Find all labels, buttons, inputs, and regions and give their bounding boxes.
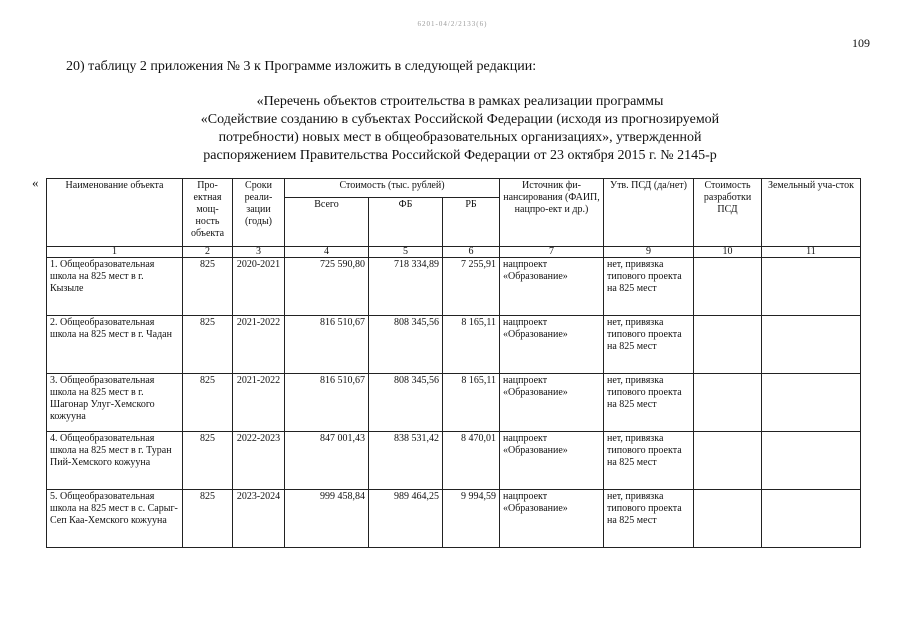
cost-rb: 8 470,01 bbox=[443, 432, 500, 490]
column-index-row bbox=[47, 247, 861, 258]
cost-fb: 808 345,56 bbox=[369, 316, 443, 374]
column-index: 5 bbox=[369, 247, 443, 258]
header-cost: Стоимость (тыс. рублей) bbox=[285, 179, 500, 198]
objects-table bbox=[46, 178, 861, 548]
heading-line: «Содействие созданию в субъектах Российской Федерации (исходя из прогнозируемой bbox=[200, 112, 720, 127]
object-capacity: 825 bbox=[183, 258, 233, 316]
heading-line: распоряжением Правительства Российской Федерации от 23 октября 2015 г. № 2145-р bbox=[203, 148, 717, 163]
intro-paragraph: 20) таблицу 2 приложения № 3 к Программе изложить в следующей редакции: bbox=[66, 59, 537, 74]
object-name: 4. Общеобразовательная школа на 825 мест в г. Туран Пий-Хемского кожууна bbox=[47, 432, 183, 490]
funding-source: нацпроект «Образование» bbox=[500, 316, 604, 374]
funding-source: нацпроект «Образование» bbox=[500, 374, 604, 432]
object-capacity: 825 bbox=[183, 316, 233, 374]
cost-fb: 718 334,89 bbox=[369, 258, 443, 316]
psd-status: нет, привязка типового проекта на 825 мест bbox=[604, 490, 694, 548]
cost-rb: 8 165,11 bbox=[443, 316, 500, 374]
header-capacity: Про-ектная мощ-ность объекта bbox=[183, 179, 233, 247]
object-years: 2021-2022 bbox=[233, 316, 285, 374]
object-years: 2020-2021 bbox=[233, 258, 285, 316]
psd-cost bbox=[694, 432, 762, 490]
table-row bbox=[47, 490, 861, 548]
land-plot bbox=[762, 490, 861, 548]
psd-cost bbox=[694, 316, 762, 374]
header-psd: Утв. ПСД (да/нет) bbox=[604, 179, 694, 247]
object-name: 2. Общеобразовательная школа на 825 мест в г. Чадан bbox=[47, 316, 183, 374]
object-name: 1. Общеобразовательная школа на 825 мест в г. Кызыле bbox=[47, 258, 183, 316]
column-index: 2 bbox=[183, 247, 233, 258]
funding-source: нацпроект «Образование» bbox=[500, 258, 604, 316]
cost-fb: 838 531,42 bbox=[369, 432, 443, 490]
object-capacity: 825 bbox=[183, 432, 233, 490]
object-name: 3. Общеобразовательная школа на 825 мест в г. Шагонар Улуг-Хемского кожууна bbox=[47, 374, 183, 432]
header-terms: Сроки реали-зации (годы) bbox=[233, 179, 285, 247]
object-years: 2023-2024 bbox=[233, 490, 285, 548]
header-fb: ФБ bbox=[369, 198, 443, 247]
psd-cost bbox=[694, 258, 762, 316]
cost-fb: 808 345,56 bbox=[369, 374, 443, 432]
page-number: 109 bbox=[852, 36, 870, 50]
land-plot bbox=[762, 316, 861, 374]
column-index: 11 bbox=[762, 247, 861, 258]
psd-status: нет, привязка типового проекта на 825 мест bbox=[604, 432, 694, 490]
cost-fb: 989 464,25 bbox=[369, 490, 443, 548]
land-plot bbox=[762, 432, 861, 490]
object-name: 5. Общеобразовательная школа на 825 мест в с. Сарыг-Сеп Каа-Хемского кожууна bbox=[47, 490, 183, 548]
column-index: 9 bbox=[604, 247, 694, 258]
document-stamp: 6201-04/2/2133(6) bbox=[417, 20, 488, 28]
psd-status: нет, привязка типового проекта на 825 мест bbox=[604, 374, 694, 432]
header-rb: РБ bbox=[443, 198, 500, 247]
object-capacity: 825 bbox=[183, 490, 233, 548]
cost-total: 816 510,67 bbox=[285, 316, 369, 374]
cost-rb: 9 994,59 bbox=[443, 490, 500, 548]
header-source: Источник фи-нансирования (ФАИП, нацпро-ект и др.) bbox=[500, 179, 604, 247]
object-years: 2021-2022 bbox=[233, 374, 285, 432]
object-years: 2022-2023 bbox=[233, 432, 285, 490]
header-name: Наименование объекта bbox=[47, 179, 183, 247]
psd-cost bbox=[694, 490, 762, 548]
column-index: 3 bbox=[233, 247, 285, 258]
object-capacity: 825 bbox=[183, 374, 233, 432]
psd-status: нет, привязка типового проекта на 825 мест bbox=[604, 316, 694, 374]
cost-rb: 7 255,91 bbox=[443, 258, 500, 316]
header-land: Земельный уча-сток bbox=[762, 179, 861, 247]
header-psd-cost: Стоимость разработки ПСД bbox=[694, 179, 762, 247]
table-row bbox=[47, 374, 861, 432]
opening-quote-mark: « bbox=[32, 175, 39, 190]
cost-rb: 8 165,11 bbox=[443, 374, 500, 432]
table-header-row bbox=[47, 179, 861, 198]
psd-cost bbox=[694, 374, 762, 432]
column-index: 6 bbox=[443, 247, 500, 258]
psd-status: нет, привязка типового проекта на 825 мест bbox=[604, 258, 694, 316]
column-index: 4 bbox=[285, 247, 369, 258]
header-total: Всего bbox=[285, 198, 369, 247]
column-index: 7 bbox=[500, 247, 604, 258]
table-row bbox=[47, 258, 861, 316]
document-heading bbox=[160, 93, 760, 165]
cost-total: 816 510,67 bbox=[285, 374, 369, 432]
funding-source: нацпроект «Образование» bbox=[500, 490, 604, 548]
heading-line: потребности) новых мест в общеобразовательных организациях», утвержденной bbox=[218, 130, 702, 145]
land-plot bbox=[762, 258, 861, 316]
table-row bbox=[47, 432, 861, 490]
land-plot bbox=[762, 374, 861, 432]
cost-total: 847 001,43 bbox=[285, 432, 369, 490]
column-index: 1 bbox=[47, 247, 183, 258]
heading-line: «Перечень объектов строительства в рамках реализации программы bbox=[256, 94, 664, 109]
cost-total: 999 458,84 bbox=[285, 490, 369, 548]
funding-source: нацпроект «Образование» bbox=[500, 432, 604, 490]
cost-total: 725 590,80 bbox=[285, 258, 369, 316]
column-index: 10 bbox=[694, 247, 762, 258]
table-row bbox=[47, 316, 861, 374]
